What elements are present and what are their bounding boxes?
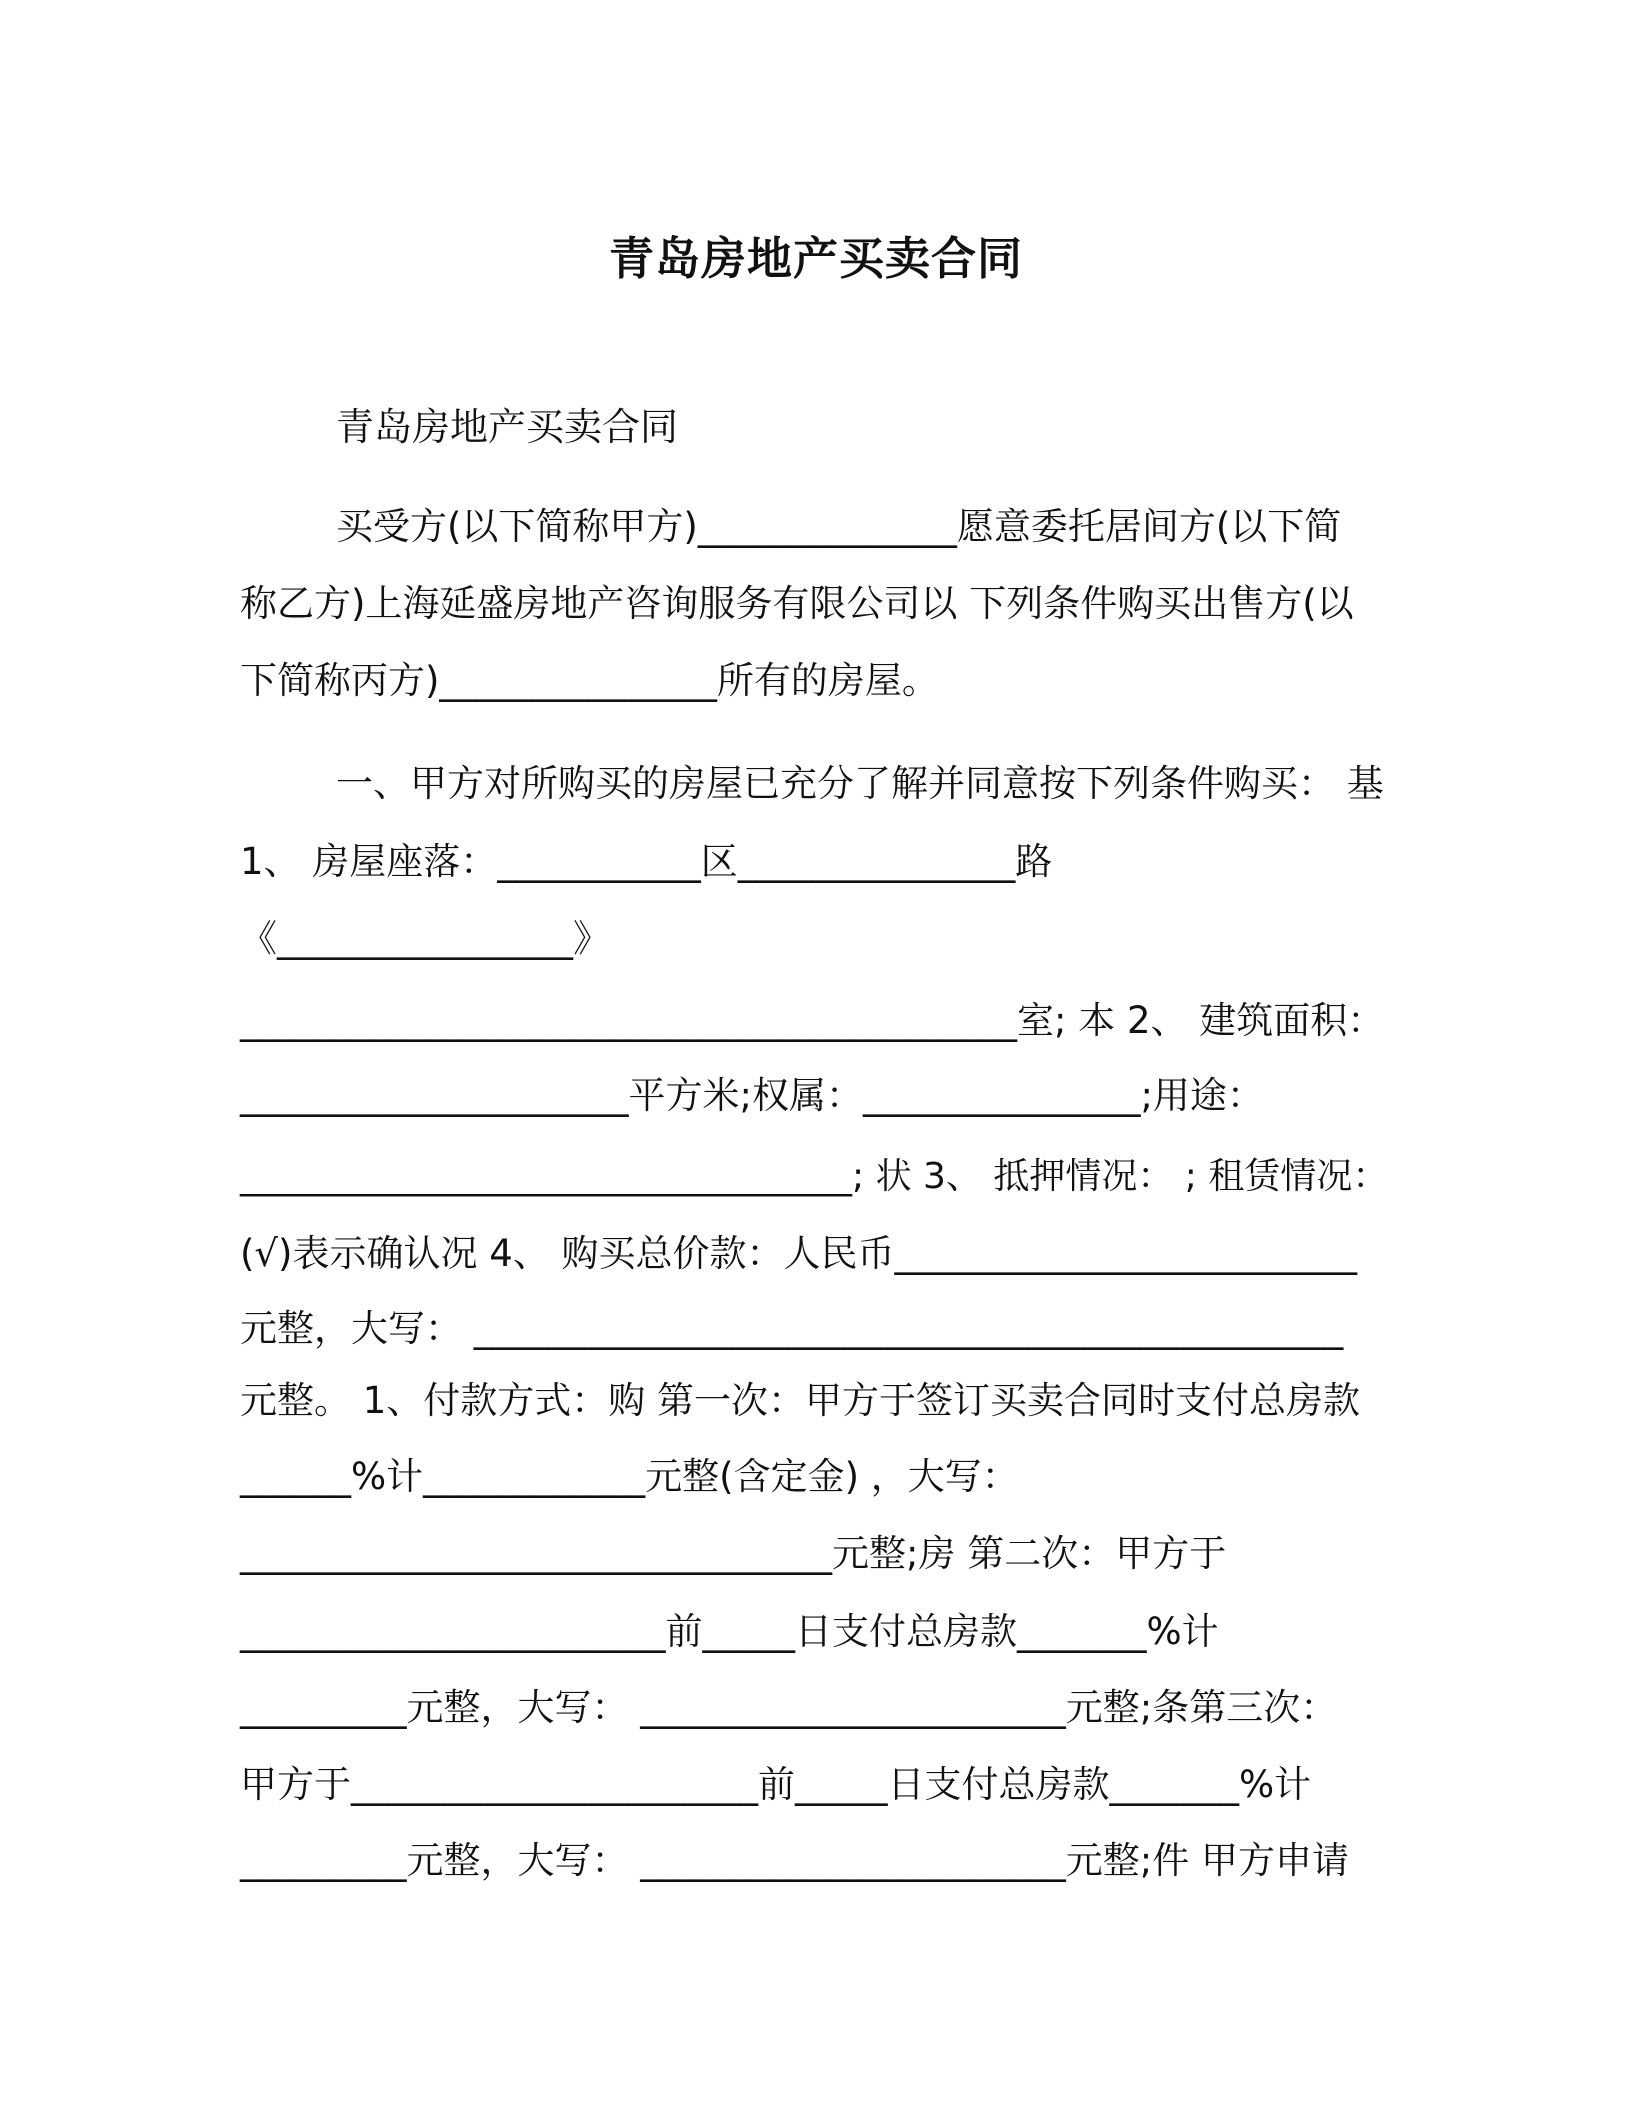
paragraph-line: 买受方(以下简称甲方)______________愿意委托居间方(以下简 bbox=[336, 505, 1342, 548]
paragraph-line: (√)表示确认况 4、 购买总价款：人民币_________________________ bbox=[240, 1232, 1358, 1275]
paragraph-line: _____________________平方米;权属：_______________;用途： bbox=[240, 1074, 1264, 1117]
paragraph-line: __________________________________________室; 本 2、 建筑面积： bbox=[240, 999, 1385, 1042]
paragraph-line: ______%计____________元整(含定金) ，大写： bbox=[240, 1455, 1019, 1498]
paragraph-line: 下简称丙方)_______________所有的房屋。 bbox=[240, 659, 939, 702]
paragraph-line: 一、甲方对所购买的房屋已充分了解并同意按下列条件购买： 基 bbox=[336, 762, 1384, 805]
paragraph-line: ________________________________元整;房 第二次：甲方于 bbox=[240, 1532, 1227, 1575]
paragraph-line: 《________________》 bbox=[240, 917, 610, 960]
paragraph-line: 甲方于______________________前_____日支付总房款_______%计 bbox=[240, 1763, 1312, 1806]
paragraph-line: _________元整，大写： _______________________元整;条第三次： bbox=[240, 1686, 1338, 1729]
paragraph-line: _______________________前_____日支付总房款_______%计 bbox=[240, 1610, 1219, 1653]
paragraph-line: _________元整，大写： _______________________元整;件 甲方申请 bbox=[240, 1839, 1349, 1882]
paragraph-line: 元整。 1、付款方式：购 第一次：甲方于签订买卖合同时支付总房款 bbox=[240, 1379, 1361, 1422]
document-title: 青岛房地产买卖合同 bbox=[608, 232, 1023, 285]
document-subtitle: 青岛房地产买卖合同 bbox=[336, 405, 679, 449]
paragraph-line: __________________________________; 状 3、 抵押情况： ; 租赁情况： bbox=[240, 1156, 1389, 1197]
paragraph-line: 称乙方)上海延盛房地产咨询服务有限公司以 下列条件购买出售方(以 bbox=[240, 582, 1354, 625]
paragraph-line: 元整，大写： _______________________________________________ bbox=[240, 1307, 1344, 1350]
paragraph-line: 1、 房屋座落：___________区_______________路 bbox=[240, 840, 1053, 883]
